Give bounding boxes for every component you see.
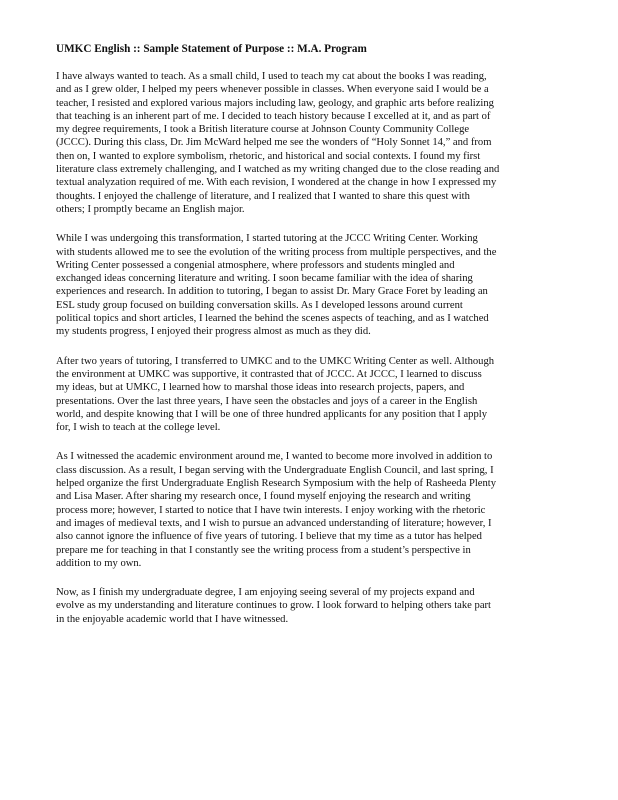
text-line: As I witnessed the academic environment around me, I wanted to become more involved in addition to (56, 451, 493, 463)
text-line: teacher, I resisted and explored various majors including law, geology, and graphic arts before realizing (56, 97, 494, 109)
paragraph-3 (56, 355, 564, 435)
text-line: world, and despite knowing that I will be one of three hundred applicants for any position that I apply (56, 408, 488, 420)
text-line: thoughts. I enjoyed the challenge of literature, and I realized that I wanted to share this quest with (56, 190, 470, 202)
text-line: with students allowed me to see the evolution of the writing process from multiple perspectives, and the (56, 246, 497, 258)
text-line: Writing Center possessed a congenial atmosphere, where professors and students mingled and (56, 259, 455, 271)
text-line: While I was undergoing this transformation, I started tutoring at the JCCC Writing Center. Working (56, 233, 478, 245)
text-line: class discussion. As a result, I began serving with the Undergraduate English Council, and last spring, I (56, 464, 494, 476)
text-line: presentations. Over the last three years, I have seen the obstacles and joys of a career in the English (56, 395, 478, 407)
document-body (56, 42, 564, 642)
text-line: exchanged ideas concerning literature and writing. I soon became familiar with the idea of sharing (56, 273, 473, 285)
text-line: that teaching is an inherent part of me. I decided to teach history because I excelled at it, and as part of (56, 110, 491, 122)
text-line: evolve as my understanding and literature continues to grow. I look forward to helping others take part (56, 600, 492, 612)
text-line: and as I grew older, I helped my peers whenever possible in classes. When everyone said I would be a (56, 84, 489, 96)
text-line: Now, as I finish my undergraduate degree, I am enjoying seeing several of my projects expand and (56, 587, 475, 599)
text-line: my students progress, I enjoyed their progress almost as much as they did. (56, 326, 371, 338)
text-line: my ideas, but at UMKC, I learned how to marshal those ideas into research projects, papers, and (56, 382, 465, 394)
text-line: addition to my own. (56, 557, 142, 569)
text-line: for, I wish to teach at the college level. (56, 422, 221, 434)
text-line: and Lisa Maser. After sharing my research once, I found myself enjoying the research and writing (56, 491, 471, 503)
text-line: also cannot ignore the influence of five years of tutoring. I believe that my time as a tutor has helped (56, 531, 482, 543)
text-line: then on, I wanted to explore symbolism, rhetoric, and historical and social contexts. I found my first (56, 150, 481, 162)
text-line: literature class extremely challenging, and I watched as my writing changed due to the close reading and (56, 164, 500, 176)
paragraph-list (56, 70, 564, 626)
text-line: the environment at UMKC was supportive, it contrasted that of JCCC. At JCCC, I learned to discuss (56, 368, 482, 380)
text-line: others; I promptly became an English major. (56, 203, 245, 215)
text-line: (JCCC). During this class, Dr. Jim McWard helped me see the wonders of “Holy Sonnet 14,” and from (56, 137, 492, 149)
text-line: in the enjoyable academic world that I have witnessed. (56, 613, 289, 625)
text-line: and images of medieval texts, and I wish to pursue an advanced understanding of literature; however, I (56, 517, 492, 529)
document-title: UMKC English :: Sample Statement of Purpose :: M.A. Program (56, 43, 367, 55)
text-line: my degree requirements, I took a British literature course at Johnson County Community College (56, 124, 470, 136)
text-line: After two years of tutoring, I transferred to UMKC and to the UMKC Writing Center as well. Although (56, 355, 495, 367)
text-line: prepare me for teaching in that I constantly see the writing process from a student’s perspective in (56, 544, 471, 556)
text-line: textual analyzation required of me. With each revision, I wondered at the change in how I expressed my (56, 177, 497, 189)
text-line: ESL study group focused on building conversation skills. As I developed lessons around current (56, 299, 463, 311)
paragraph-4 (56, 450, 564, 570)
paragraph-5 (56, 586, 564, 626)
paragraph-1 (56, 70, 564, 216)
text-line: I have always wanted to teach. As a small child, I used to teach my cat about the books I was reading, (56, 71, 487, 82)
text-line: political topics and short articles, I learned the behind the scenes aspects of teaching, and as I watched (56, 313, 489, 325)
text-line: experiences and research. In addition to tutoring, I began to assist Dr. Mary Grace Foret by leading an (56, 286, 488, 298)
text-line: process more; however, I started to notice that I have twin interests. I enjoy working with the rhetoric (56, 504, 486, 516)
paragraph-2 (56, 232, 564, 338)
text-line: helped organize the first Undergraduate English Research Symposium with the help of Rasheeda Plenty (56, 478, 497, 490)
